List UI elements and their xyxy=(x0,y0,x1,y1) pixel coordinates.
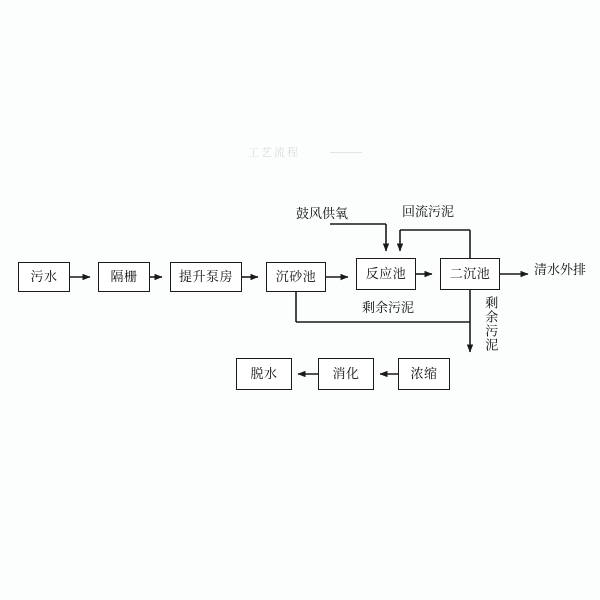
node-label: 反应池 xyxy=(365,266,407,282)
node-label: 消化 xyxy=(332,366,360,382)
node-label: 二沉池 xyxy=(449,266,491,282)
node-grille[interactable] xyxy=(98,262,150,292)
node-label: 浓缩 xyxy=(410,366,438,382)
label-return-sludge: 回流污泥 xyxy=(402,205,455,220)
node-thickening[interactable] xyxy=(398,358,450,390)
node-label: 沉砂池 xyxy=(275,269,317,285)
watermark-mark xyxy=(330,152,362,153)
watermark-text: 工艺流程 xyxy=(248,146,300,159)
node-label: 提升泵房 xyxy=(178,269,233,285)
node-label: 脱水 xyxy=(250,366,278,382)
node-sewage[interactable] xyxy=(18,262,70,292)
node-label: 污水 xyxy=(30,269,58,285)
node-secondary-clarifier[interactable] xyxy=(440,258,500,290)
label-waste-sludge-vertical: 剩余污泥 xyxy=(482,296,498,352)
node-digestion[interactable] xyxy=(318,358,374,390)
label-clean-water-discharge: 清水外排 xyxy=(534,263,587,278)
node-reaction-tank[interactable] xyxy=(356,258,416,290)
node-label: 隔栅 xyxy=(110,269,138,285)
label-blower-oxygen: 鼓风供氧 xyxy=(296,207,349,222)
node-dewatering[interactable] xyxy=(236,358,292,390)
label-excess-sludge: 剩余污泥 xyxy=(362,301,415,316)
node-pump-house[interactable] xyxy=(170,262,242,292)
node-grit-chamber[interactable] xyxy=(266,262,326,292)
